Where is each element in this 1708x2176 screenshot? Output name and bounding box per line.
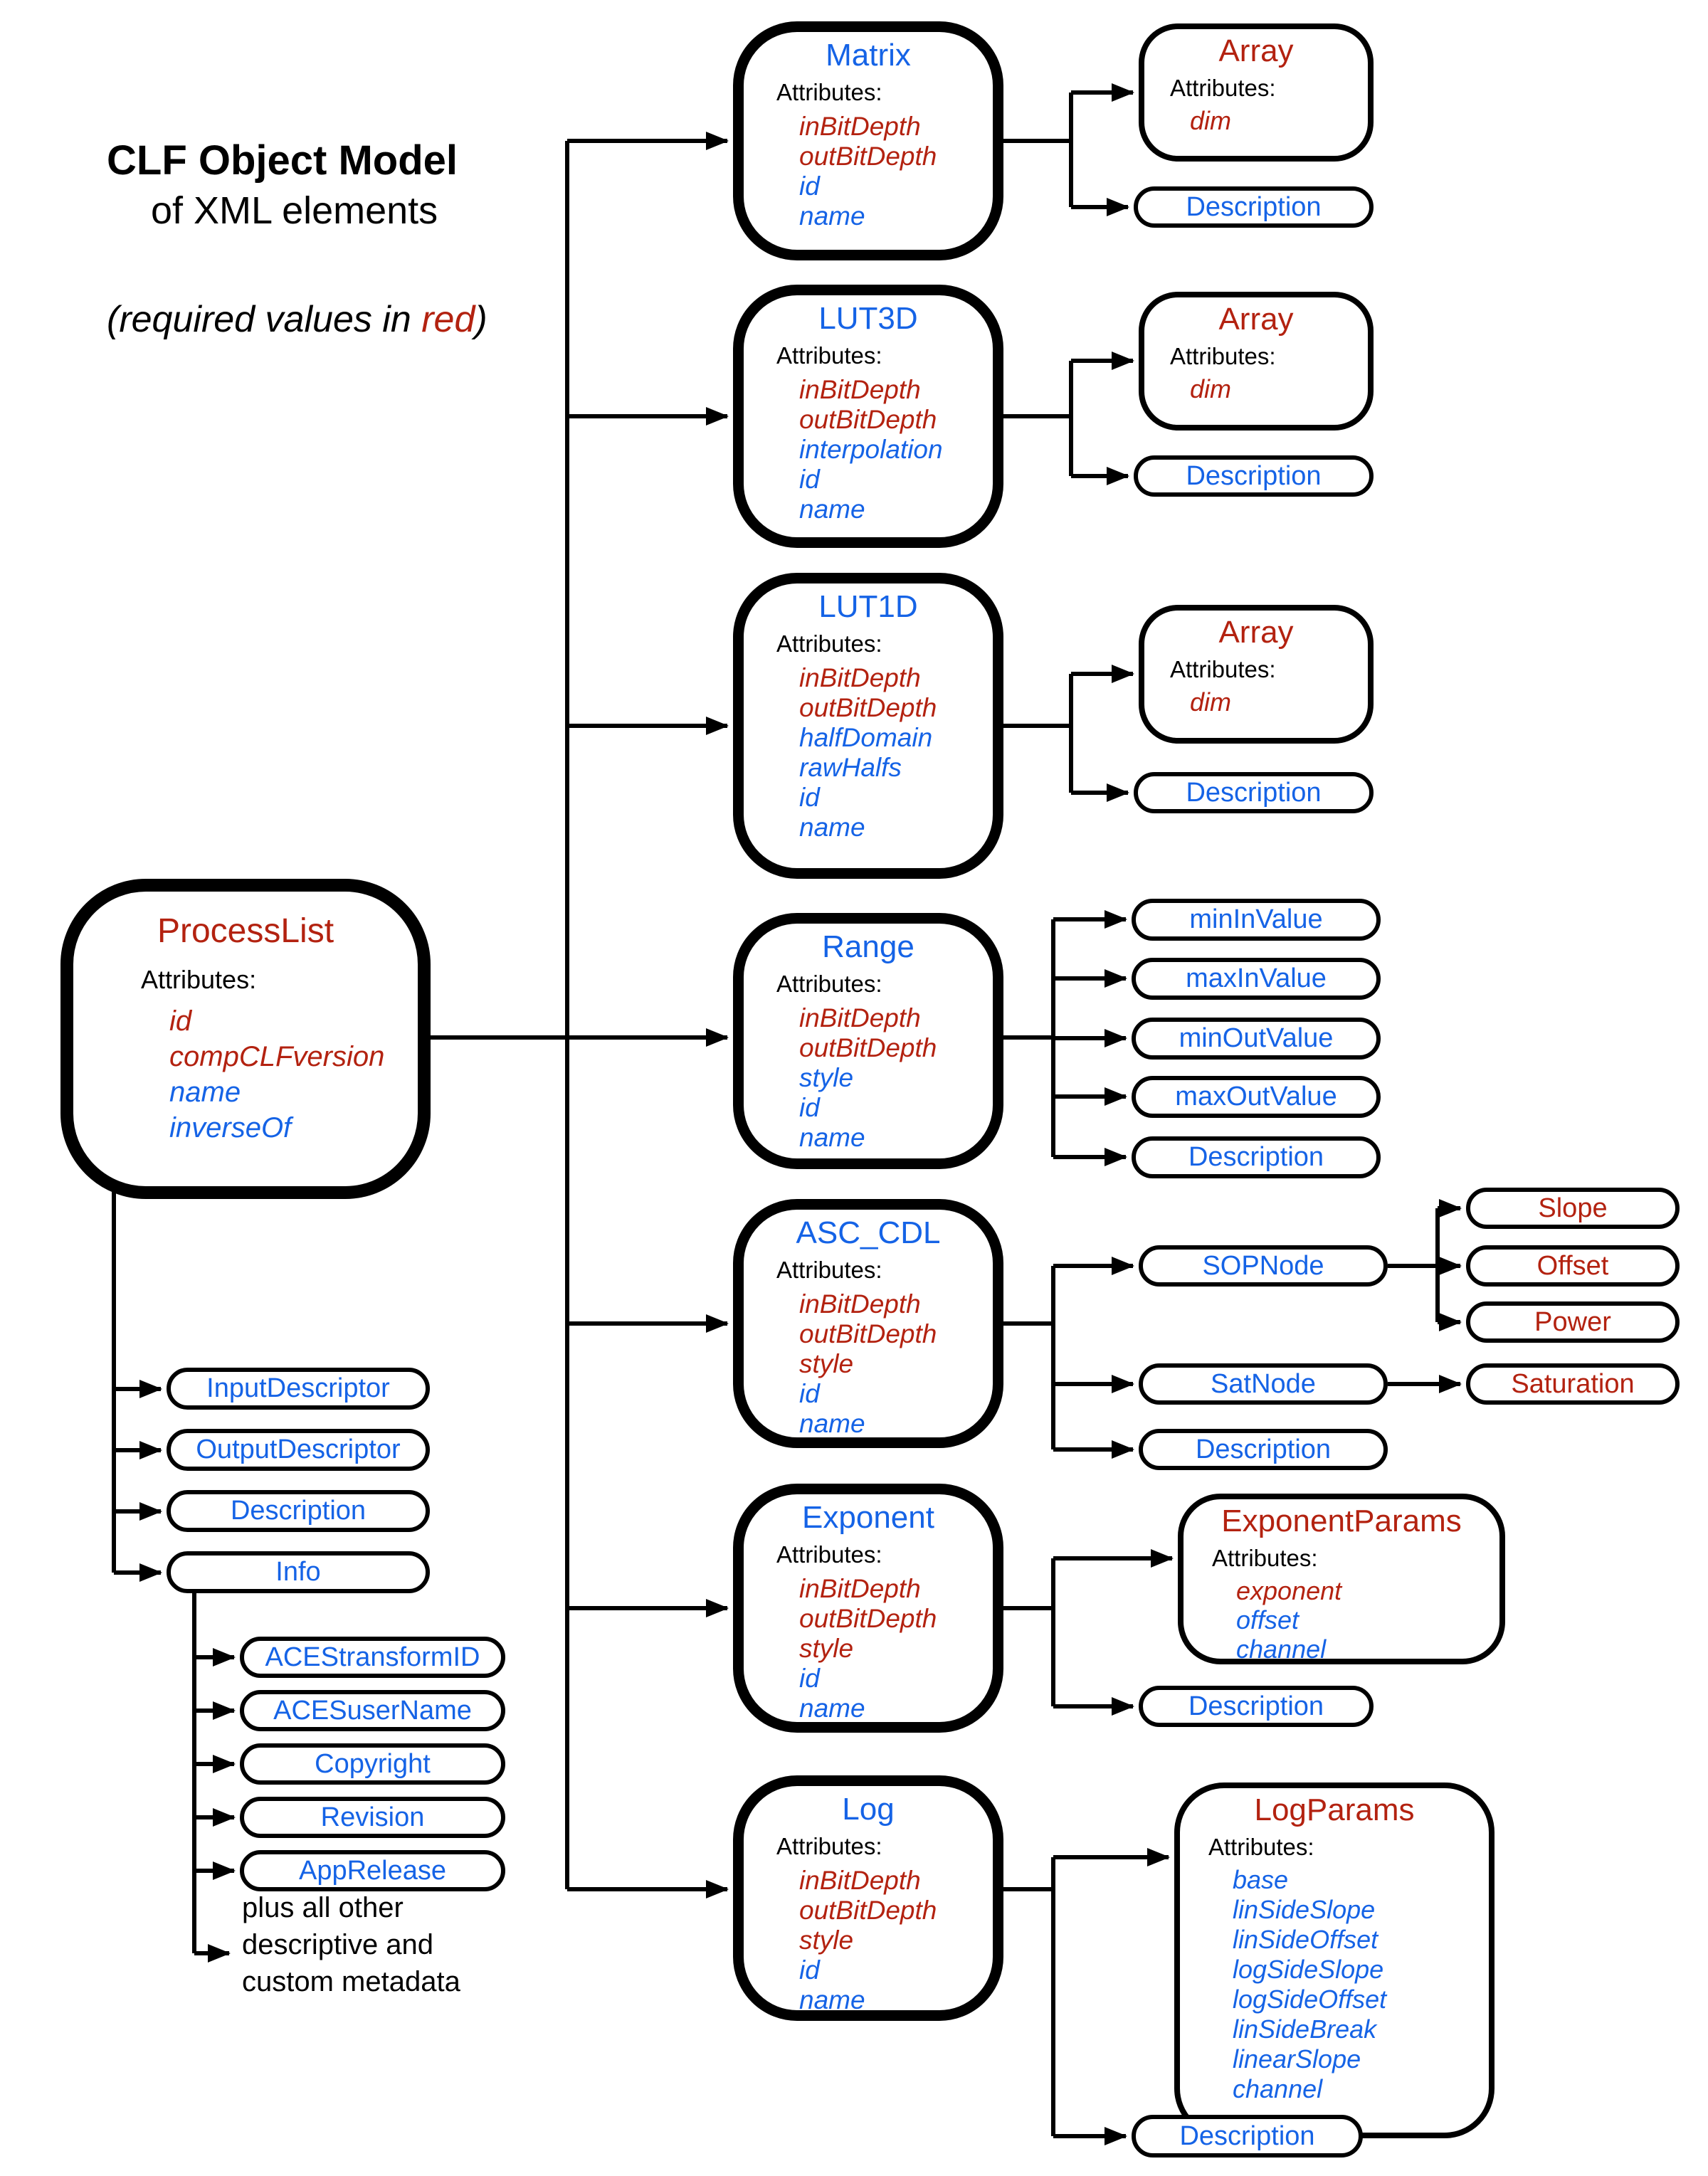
pill-description: Description xyxy=(1134,455,1374,497)
pill: InputDescriptor xyxy=(167,1368,430,1410)
node-logparams xyxy=(1174,1782,1494,2138)
node-matrix xyxy=(733,21,1003,260)
attribute-item: name xyxy=(799,1123,865,1152)
attribute-item: name xyxy=(799,1985,865,2014)
pill: Copyright xyxy=(240,1743,505,1785)
attribute-item: id xyxy=(169,1005,192,1037)
attributes-label: Attributes: xyxy=(776,1257,882,1283)
node-title: Exponent xyxy=(802,1500,934,1535)
attribute-item: outBitDepth xyxy=(799,405,937,434)
pill: Revision xyxy=(240,1797,505,1838)
attribute-item: name xyxy=(799,1694,865,1723)
diagram-title: CLF Object Model xyxy=(107,137,458,184)
attributes-label: Attributes: xyxy=(1212,1545,1318,1571)
node-title: ASC_CDL xyxy=(796,1215,941,1250)
pill: maxOutValue xyxy=(1132,1076,1381,1118)
info-metadata-note xyxy=(242,1889,460,2000)
attributes-label: Attributes: xyxy=(1208,1834,1314,1860)
node-title: Array xyxy=(1218,33,1294,68)
node-processlist xyxy=(60,879,431,1199)
node-exponentparams xyxy=(1178,1494,1505,1664)
attribute-item: inBitDepth xyxy=(799,375,921,404)
attribute-item: style xyxy=(799,1063,854,1092)
node-array xyxy=(1139,605,1374,744)
attribute-item: name xyxy=(169,1077,241,1108)
node-title: Array xyxy=(1218,302,1294,337)
attribute-item: id xyxy=(799,1379,820,1408)
pill: Slope xyxy=(1466,1188,1680,1229)
node-array xyxy=(1139,292,1374,431)
attribute-item: id xyxy=(799,1664,820,1693)
attribute-item: id xyxy=(799,171,820,201)
node-title: Log xyxy=(842,1792,895,1827)
node-title: ProcessList xyxy=(157,912,334,950)
attribute-item: style xyxy=(799,1349,854,1378)
attribute-list xyxy=(1233,1865,1489,2104)
attribute-item: inBitDepth xyxy=(799,663,921,692)
info-metadata-note-line: plus all other xyxy=(242,1892,404,1923)
attribute-list xyxy=(799,1574,993,1723)
attribute-list xyxy=(799,1289,993,1439)
legend-note-red-word: red xyxy=(421,299,475,340)
attribute-item: dim xyxy=(1190,106,1232,135)
attribute-list xyxy=(169,1003,418,1146)
attribute-item: inBitDepth xyxy=(799,112,921,141)
attributes-label: Attributes: xyxy=(776,1833,882,1859)
pill-saturation: Saturation xyxy=(1466,1363,1680,1405)
attribute-item: offset xyxy=(1236,1605,1300,1634)
attribute-item: name xyxy=(799,495,865,524)
attribute-item: rawHalfs xyxy=(799,753,902,782)
attribute-item: inBitDepth xyxy=(799,1574,921,1603)
attribute-item: name xyxy=(799,1409,865,1438)
attributes-label: Attributes: xyxy=(1170,343,1276,369)
attributes-label: Attributes: xyxy=(776,1541,882,1568)
attributes-label: Attributes: xyxy=(1170,656,1276,682)
node-array xyxy=(1139,23,1374,162)
attribute-item: style xyxy=(799,1926,854,1955)
legend-note-text: ) xyxy=(475,299,487,340)
attributes-label: Attributes: xyxy=(776,630,882,657)
attribute-item: outBitDepth xyxy=(799,142,937,171)
attributes-label: Attributes: xyxy=(141,965,257,994)
pill: SOPNode xyxy=(1139,1245,1388,1287)
node-title: Range xyxy=(822,929,914,964)
attribute-item: compCLFversion xyxy=(169,1041,385,1072)
attribute-item: inBitDepth xyxy=(799,1289,921,1319)
node-title: LUT3D xyxy=(818,301,918,336)
attribute-item: channel xyxy=(1233,2074,1323,2103)
attribute-list xyxy=(799,663,993,843)
attribute-item: halfDomain xyxy=(799,723,933,752)
diagram-subtitle: of XML elements xyxy=(151,189,438,232)
attribute-list xyxy=(1236,1576,1499,1664)
node-title: ExponentParams xyxy=(1221,1504,1462,1538)
pill: maxInValue xyxy=(1132,958,1381,1000)
attribute-item: linSideOffset xyxy=(1233,1925,1378,1954)
pill: Description xyxy=(167,1490,430,1532)
attribute-item: outBitDepth xyxy=(799,693,937,722)
attribute-item: logSideOffset xyxy=(1233,1985,1387,2014)
attribute-item: name xyxy=(799,813,865,842)
node-title: Array xyxy=(1218,615,1294,650)
pill: Description xyxy=(1132,1136,1381,1178)
attribute-item: exponent xyxy=(1236,1576,1342,1605)
pill: OutputDescriptor xyxy=(167,1429,430,1471)
attributes-label: Attributes: xyxy=(776,971,882,997)
attribute-item: base xyxy=(1233,1865,1289,1894)
pill: Description xyxy=(1139,1429,1388,1470)
attribute-item: id xyxy=(799,1093,820,1122)
pill: Power xyxy=(1466,1301,1680,1343)
node-log xyxy=(733,1775,1003,2021)
info-metadata-note-line: descriptive and xyxy=(242,1929,434,1960)
attribute-item: id xyxy=(799,465,820,494)
node-lut3d xyxy=(733,285,1003,548)
info-metadata-note-line: custom metadata xyxy=(242,1966,460,1997)
attribute-list xyxy=(799,112,993,231)
attribute-list xyxy=(799,1003,993,1153)
node-range xyxy=(733,913,1003,1169)
attribute-item: inBitDepth xyxy=(799,1866,921,1895)
pill-description: Description xyxy=(1132,2115,1363,2157)
node-title: LogParams xyxy=(1254,1792,1415,1827)
attribute-item: linSideBreak xyxy=(1233,2014,1377,2044)
node-exponent xyxy=(733,1484,1003,1733)
pill: minOutValue xyxy=(1132,1018,1381,1060)
pill-description: Description xyxy=(1134,186,1374,228)
pill: Offset xyxy=(1466,1245,1680,1287)
attributes-label: Attributes: xyxy=(1170,75,1276,101)
attribute-item: outBitDepth xyxy=(799,1033,937,1062)
legend xyxy=(107,137,548,341)
pill-description: Description xyxy=(1139,1686,1374,1727)
pill-description: Description xyxy=(1134,772,1374,813)
node-lut1d xyxy=(733,573,1003,879)
pill: Info xyxy=(167,1551,430,1593)
attribute-item: interpolation xyxy=(799,435,943,464)
pill: minInValue xyxy=(1132,899,1381,941)
node-title: Matrix xyxy=(826,38,911,73)
pill: ACESuserName xyxy=(240,1690,505,1731)
attribute-item: dim xyxy=(1190,374,1232,403)
attribute-item: id xyxy=(799,1955,820,1985)
legend-note-text: (required values in xyxy=(107,299,422,340)
pill: AppRelease xyxy=(240,1850,505,1891)
attributes-label: Attributes: xyxy=(776,79,882,105)
node-asc-cdl xyxy=(733,1199,1003,1448)
attribute-item: style xyxy=(799,1634,854,1663)
attribute-item: id xyxy=(799,783,820,812)
pill: ACEStransformID xyxy=(240,1637,505,1678)
attribute-list xyxy=(799,1866,993,2015)
attribute-item: logSideSlope xyxy=(1233,1955,1384,1984)
attribute-item: inBitDepth xyxy=(799,1003,921,1032)
attribute-item: name xyxy=(799,201,865,231)
pill: SatNode xyxy=(1139,1363,1388,1405)
attributes-label: Attributes: xyxy=(776,342,882,369)
attribute-item: outBitDepth xyxy=(799,1319,937,1348)
attribute-list xyxy=(799,375,993,524)
legend-note xyxy=(107,298,548,341)
attribute-item: outBitDepth xyxy=(799,1604,937,1633)
node-title: LUT1D xyxy=(818,589,918,624)
attribute-item: inverseOf xyxy=(169,1112,292,1144)
attribute-item: linearSlope xyxy=(1233,2044,1361,2074)
attribute-item: channel xyxy=(1236,1634,1327,1664)
attribute-item: linSideSlope xyxy=(1233,1895,1376,1924)
attribute-item: dim xyxy=(1190,687,1232,717)
attribute-item: outBitDepth xyxy=(799,1896,937,1925)
